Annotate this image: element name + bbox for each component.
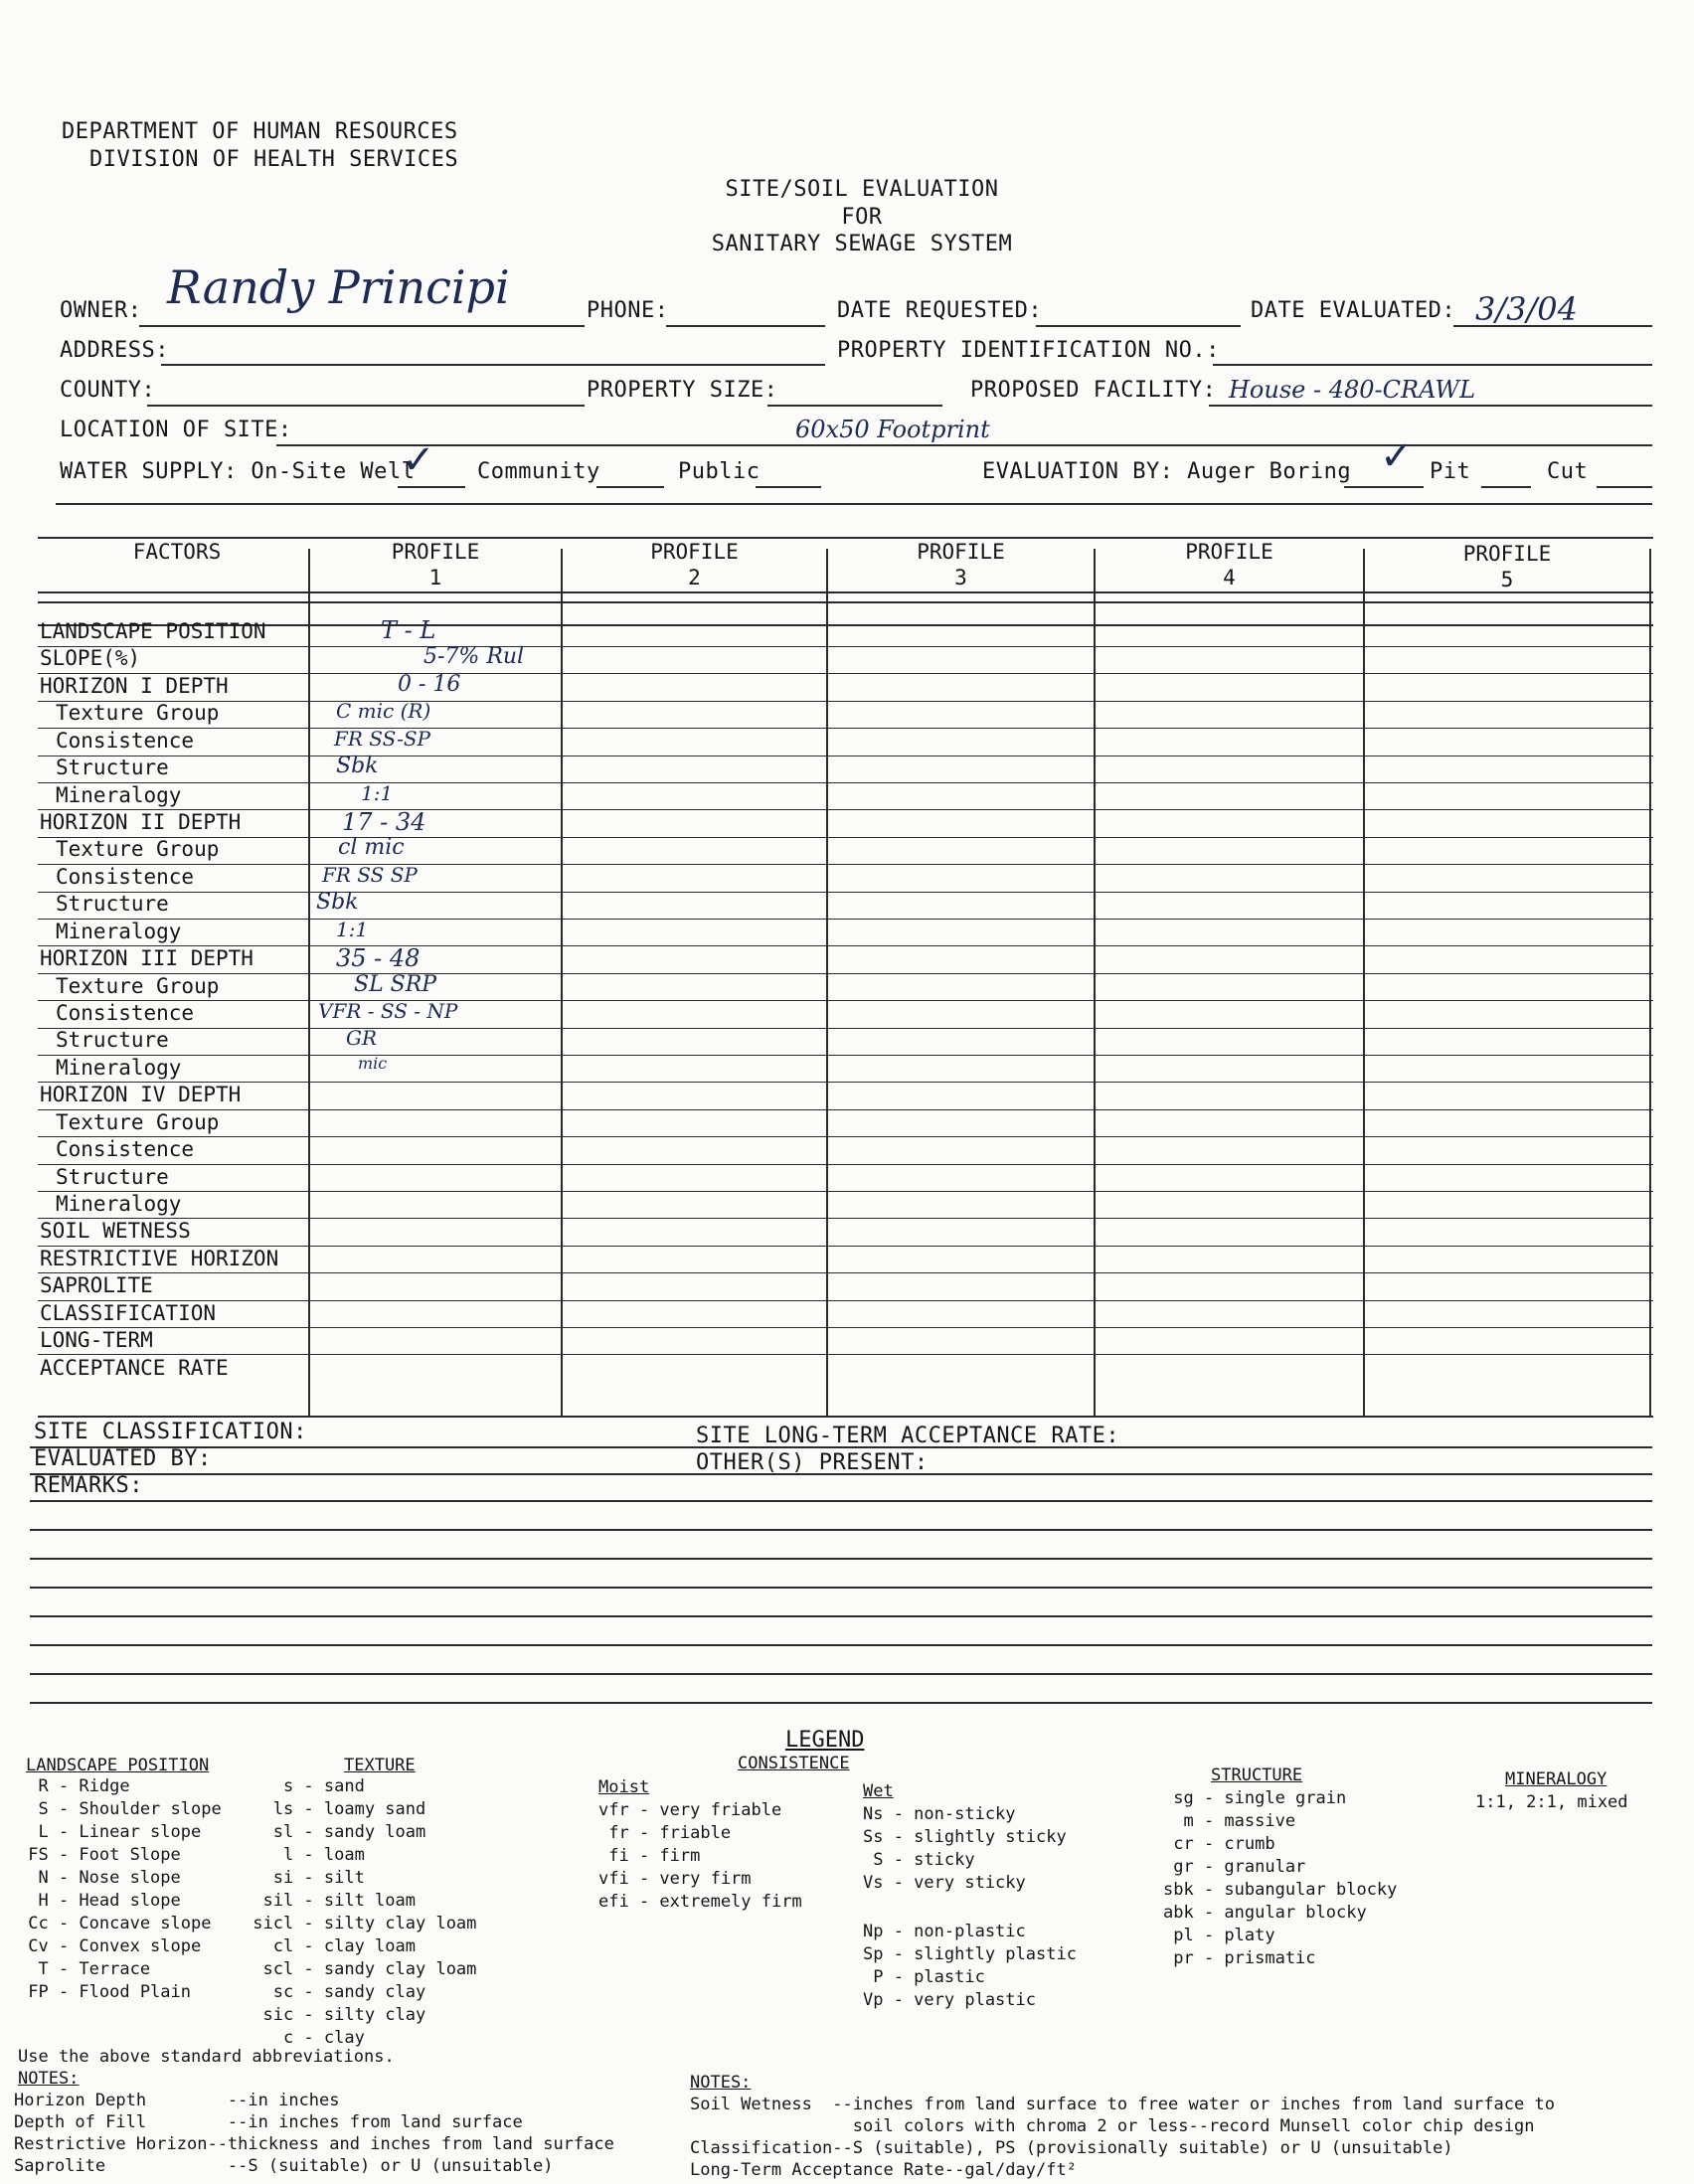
remarks-line-4 [30,1587,1652,1589]
row-rule [38,673,1653,674]
notes-right-header: NOTES: [690,2073,752,2093]
phone-label: PHONE: [587,298,669,323]
legend-moist-header: Moist [598,1777,650,1797]
profile-5-header [1365,541,1649,592]
factor-h1-consistence: Consistence [56,729,195,753]
row-rule [38,1191,1653,1192]
property-id-line [1213,364,1652,366]
row-rule [38,728,1653,729]
division-name: DIVISION OF HEALTH SERVICES [89,147,459,172]
row-rule [38,973,1653,974]
factor-h1-mineralogy: Mineralogy [56,783,182,807]
cut-line [1597,486,1652,488]
notes-right-list: Soil Wetness --inches from land surface to free water or inches from land surface to soil colors with chroma 2 or less--record Munsell color chip design Classification--S (suitable), PS (provisionally suitable) or U (unsuitable) Long-Term Acceptance Rate--gal/day/ft² [690,2095,1555,2180]
row-rule [38,1300,1653,1301]
location-value: 60x50 Footprint [795,416,990,443]
factor-h2-texture: Texture Group [56,837,220,861]
factor-h4-texture: Texture Group [56,1110,220,1134]
date-evaluated-label: DATE EVALUATED: [1251,298,1456,323]
row-rule [38,1082,1653,1083]
table-bottom-rule [38,1416,1653,1418]
factors-header: FACTORS [132,540,222,564]
notes-left-list: Horizon Depth --in inches Depth of Fill --in inches from land surface Restrictive Horizon--thickness and inches from land surface Saprolite --S (suitable) or U (unsuitable) [14,2091,614,2176]
owner-line [139,325,585,327]
owner-label: OWNER: [60,298,142,323]
row-rule [38,809,1653,810]
row-rule [38,1028,1653,1029]
on-site-well-line [398,486,465,488]
col-divider-5 [1363,549,1365,1417]
p1-h2-structure: Sbk [316,890,359,915]
date-evaluated-value: 3/3/04 [1475,290,1578,328]
factor-long-term: LONG-TERM [40,1328,153,1352]
factor-h1-texture: Texture Group [56,701,220,725]
table-header-rule-3 [38,624,1653,626]
factor-soil-wetness: SOIL WETNESS [40,1219,191,1243]
legend-structure-list: sg - single grain m - massive cr - crumb gr - granular sbk - subangular blocky abk - angular blocky pl - platy pr - prismatic [1163,1788,1398,1968]
p1-h2-depth: 17 - 34 [342,808,426,836]
p1-h3-texture: SL SRP [354,972,437,997]
property-size-line [767,405,942,407]
water-supply-label: WATER SUPPLY: On-Site Well [60,459,416,484]
p1-landscape-position: T - L [381,616,436,644]
col-divider-1 [308,549,310,1417]
evaluation-table [38,537,1653,1417]
p1-h2-mineralogy: 1:1 [336,918,369,941]
phone-line [666,325,825,327]
cut-label: Cut [1547,459,1589,484]
row-rule [38,646,1653,647]
profile-5-number: 5 [1500,568,1514,591]
row-rule [38,1327,1653,1328]
row-rule [38,1136,1653,1137]
factor-h3-mineralogy: Mineralogy [56,1056,182,1080]
row-rule [38,1109,1653,1110]
legend-texture-header: TEXTURE [344,1756,416,1775]
p1-slope: 5-7% Rul [424,644,525,669]
row-rule [38,864,1653,865]
proposed-facility-value: House - 480-CRAWL [1229,376,1476,404]
form-title-line1: SITE/SOIL EVALUATION [725,177,999,202]
p1-h1-consistence: FR SS-SP [334,727,430,751]
profile-1-label: PROFILE [391,540,480,564]
proposed-facility-label: PROPOSED FACILITY: [970,378,1217,403]
remarks-line-2 [30,1529,1652,1531]
site-classification-line [30,1446,1652,1448]
legend-mineralogy-header: MINERALOGY [1505,1769,1608,1789]
factor-h3-structure: Structure [56,1028,169,1052]
factor-h4-structure: Structure [56,1165,169,1189]
legend-wet-plastic-list: Np - non-plastic Sp - slightly plastic P - plastic Vp - very plastic [863,1922,1077,2010]
row-rule [38,837,1653,838]
factor-horizon-3-depth: HORIZON III DEPTH [40,946,254,970]
remarks-line-6 [30,1644,1652,1646]
row-rule [38,1000,1653,1001]
legend-wet-header: Wet [863,1781,894,1801]
row-rule [38,1218,1653,1219]
legend-landscape-header: LANDSCAPE POSITION [26,1756,210,1775]
factor-h2-mineralogy: Mineralogy [56,920,182,943]
auger-boring-check: ✓ [1380,433,1414,479]
factor-h2-consistence: Consistence [56,865,195,889]
p1-h2-texture: cl mic [338,835,405,860]
legend-landscape-list: R - Ridge S - Shoulder slope L - Linear slope FS - Foot Slope N - Nose slope H - Head slope Cc - Concave slope Cv - Convex slope T - Terrace FP - Flood Plain [28,1776,222,2002]
legend-consistence-header: CONSISTENCE [738,1754,850,1773]
legend-wet-sticky-list: Ns - non-sticky Ss - slightly sticky S - sticky Vs - very sticky [863,1804,1067,1893]
date-requested-label: DATE REQUESTED: [837,298,1043,323]
col-divider-6 [1649,549,1651,1417]
row-rule [38,1055,1653,1056]
public-label: Public [678,459,761,484]
site-classification-label: SITE CLASSIFICATION: [34,1420,307,1444]
legend-mineralogy-list: 1:1, 2:1, mixed [1475,1792,1628,1812]
col-divider-3 [826,549,828,1417]
factor-horizon-2-depth: HORIZON II DEPTH [40,810,242,834]
remarks-line-7 [30,1673,1652,1675]
row-rule [38,945,1653,946]
county-label: COUNTY: [60,378,156,403]
factor-landscape-position: LANDSCAPE POSITION [40,619,266,643]
address-line [161,364,825,366]
proposed-facility-line [1209,405,1652,407]
p1-h3-depth: 35 - 48 [336,944,421,972]
row-rule [38,782,1653,783]
owner-value: Randy Principi [167,260,510,314]
row-rule [38,1246,1653,1247]
remarks-line-5 [30,1615,1652,1617]
factor-h3-texture: Texture Group [56,974,220,998]
remarks-line-3 [30,1558,1652,1560]
form-title-line3: SANITARY SEWAGE SYSTEM [711,232,1013,256]
row-rule [38,919,1653,920]
factor-restrictive-horizon: RESTRICTIVE HORIZON [40,1247,279,1270]
notes-left-intro: Use the above standard abbreviations. [18,2047,395,2067]
col-divider-2 [561,549,563,1417]
community-label: Community [477,459,600,484]
factor-horizon-1-depth: HORIZON I DEPTH [40,674,229,698]
address-label: ADDRESS: [60,338,169,363]
profile-4-header [1096,539,1363,590]
p1-h2-consistence: FR SS SP [322,863,418,887]
profile-5-label: PROFILE [1462,542,1552,566]
profile-4-number: 4 [1223,566,1236,589]
profile-2-header [563,539,826,590]
evaluated-by-label: EVALUATED BY: [34,1446,212,1471]
pit-line [1481,486,1531,488]
factor-h4-mineralogy: Mineralogy [56,1192,182,1216]
others-present-label: OTHER(S) PRESENT: [696,1450,929,1475]
header-divider [56,503,1652,505]
factor-classification: CLASSIFICATION [40,1301,217,1325]
row-rule [38,1272,1653,1273]
property-size-label: PROPERTY SIZE: [587,378,778,403]
county-line [147,405,585,407]
factor-slope: SLOPE(%) [40,646,141,670]
factor-acceptance-rate: ACCEPTANCE RATE [40,1356,229,1380]
profile-2-label: PROFILE [650,540,739,564]
factor-horizon-4-depth: HORIZON IV DEPTH [40,1083,242,1106]
factor-h3-consistence: Consistence [56,1001,195,1025]
row-rule [38,1164,1653,1165]
col-divider-4 [1094,549,1096,1417]
property-id-label: PROPERTY IDENTIFICATION NO.: [837,338,1220,363]
factor-saprolite: SAPROLITE [40,1273,153,1297]
row-rule [38,892,1653,893]
p1-h3-consistence: VFR - SS - NP [318,999,458,1023]
public-line [756,486,821,488]
row-rule [38,1354,1653,1355]
p1-h1-depth: 0 - 16 [398,672,461,697]
profile-1-number: 1 [428,566,442,589]
evaluation-by-label: EVALUATION BY: Auger Boring [982,459,1352,484]
notes-left-header: NOTES: [18,2069,80,2089]
department-name: DEPARTMENT OF HUMAN RESOURCES [62,119,458,144]
p1-h1-texture: C mic (R) [336,699,431,723]
community-line [596,486,664,488]
location-line [276,444,1652,446]
profile-3-label: PROFILE [917,540,1005,564]
table-header-rule-2 [38,601,1653,603]
evaluated-by-line [30,1473,1652,1475]
row-rule [38,701,1653,702]
p1-h1-mineralogy: 1:1 [361,781,394,805]
date-requested-line [1036,325,1241,327]
legend-structure-header: STRUCTURE [1211,1765,1303,1785]
profile-3-header [828,539,1094,590]
remarks-label: REMARKS: [34,1473,143,1498]
factor-h1-structure: Structure [56,756,169,779]
auger-boring-line [1344,486,1424,488]
location-label: LOCATION OF SITE: [60,418,292,442]
p1-h3-structure: GR [346,1026,378,1050]
p1-h3-mineralogy: mic [358,1054,388,1073]
legend-texture-list: s - sand ls - loamy sand sl - sandy loam l - loam si - silt sil - silt loam sicl - silty clay loam cl - clay loam scl - sandy clay loam sc - sandy clay sic - silty clay c - clay [253,1776,477,2048]
on-site-well-check: ✓ [402,437,435,483]
legend-title: LEGEND [785,1728,865,1753]
legend-moist-list: vfr - very friable fr - friable fi - firm vfi - very firm efi - extremely firm [598,1800,802,1912]
pit-label: Pit [1430,459,1471,484]
factor-h2-structure: Structure [56,892,169,916]
profile-4-label: PROFILE [1185,540,1273,564]
site-ltar-label: SITE LONG-TERM ACCEPTANCE RATE: [696,1424,1120,1448]
profile-3-number: 3 [954,566,967,589]
form-title-line2: FOR [841,205,883,230]
remarks-line-8 [30,1702,1652,1704]
profile-1-header [310,539,561,590]
profile-2-number: 2 [688,566,701,589]
factor-h4-consistence: Consistence [56,1137,195,1161]
p1-h1-structure: Sbk [336,754,379,778]
remarks-line-1 [30,1500,1652,1502]
